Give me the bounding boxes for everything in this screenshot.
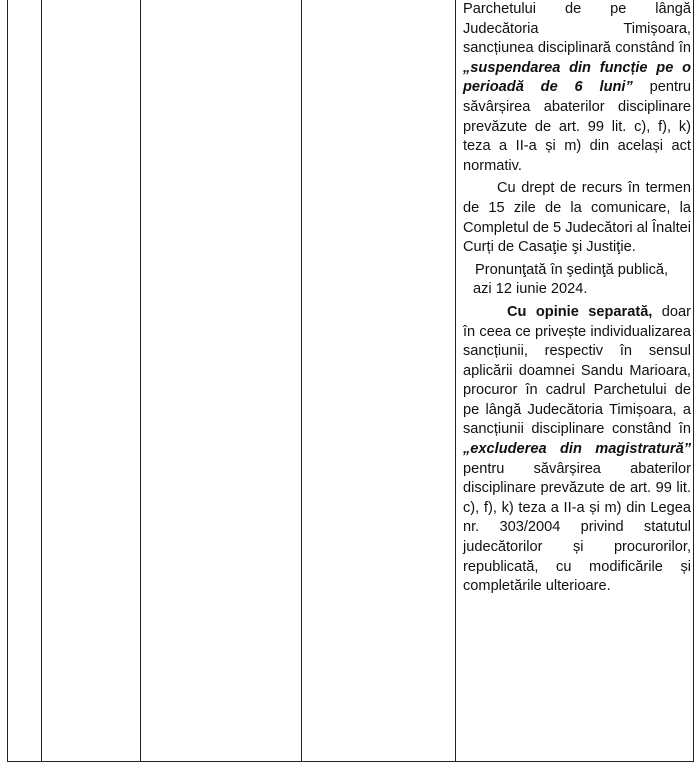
ruling-paragraph-sanction [463,0,691,176]
sanction-emphasis: „excluderea din magistratură” [463,441,691,458]
column-divider [41,0,42,761]
text-fragment: pentru săvârșirea abaterilor disciplinare prevăzute de art. 99 lit. c), f), k) teza a II-a și m) din același act normativ. [463,79,691,174]
text-fragment: sancțiunea disciplinară constând în [463,40,691,57]
column-divider [455,0,456,761]
text-line: Pronunţată în şedinţă publică, [475,261,669,278]
sanction-emphasis: „suspendarea din funcție pe o perioadă de 6 luni” [463,59,691,96]
column-divider [140,0,141,761]
text-line: Parchetului de pe lângă [463,1,691,17]
appeal-paragraph: Cu drept de recurs în termen de 15 zile de la comunicare, la Completul de 5 Judecători al Înaltei Curți de Casaţie şi Justiţie. [463,180,691,256]
separate-opinion-paragraph [463,303,691,597]
date-line: azi 12 iunie 2024. [473,281,588,298]
text-fragment: pentru săvârșirea abaterilor disciplinare prevăzute de art. 99 lit. c), f), k) teza a II-a și m) din Legea nr. 303/2004 privind statutul judecătorilor și procurorilor, republicată, cu modificările și completările ulterioare. [463,460,691,595]
text-fragment: doar în ceea ce privește individualizarea sancțiunii, respectiv în sensul aplicării doamnei Sandu Marioara, procuror în cadrul Parchetului de pe lângă Judecătoria Timișoara, a sancțiunii disciplinare constând în [463,303,692,438]
separate-opinion-lead: Cu opinie separată, [507,303,653,320]
ruling-text-cell [463,0,691,600]
text-line: Judecătoria Timișoara, [463,20,691,37]
column-divider [301,0,302,761]
pronouncement-paragraph [463,261,691,300]
